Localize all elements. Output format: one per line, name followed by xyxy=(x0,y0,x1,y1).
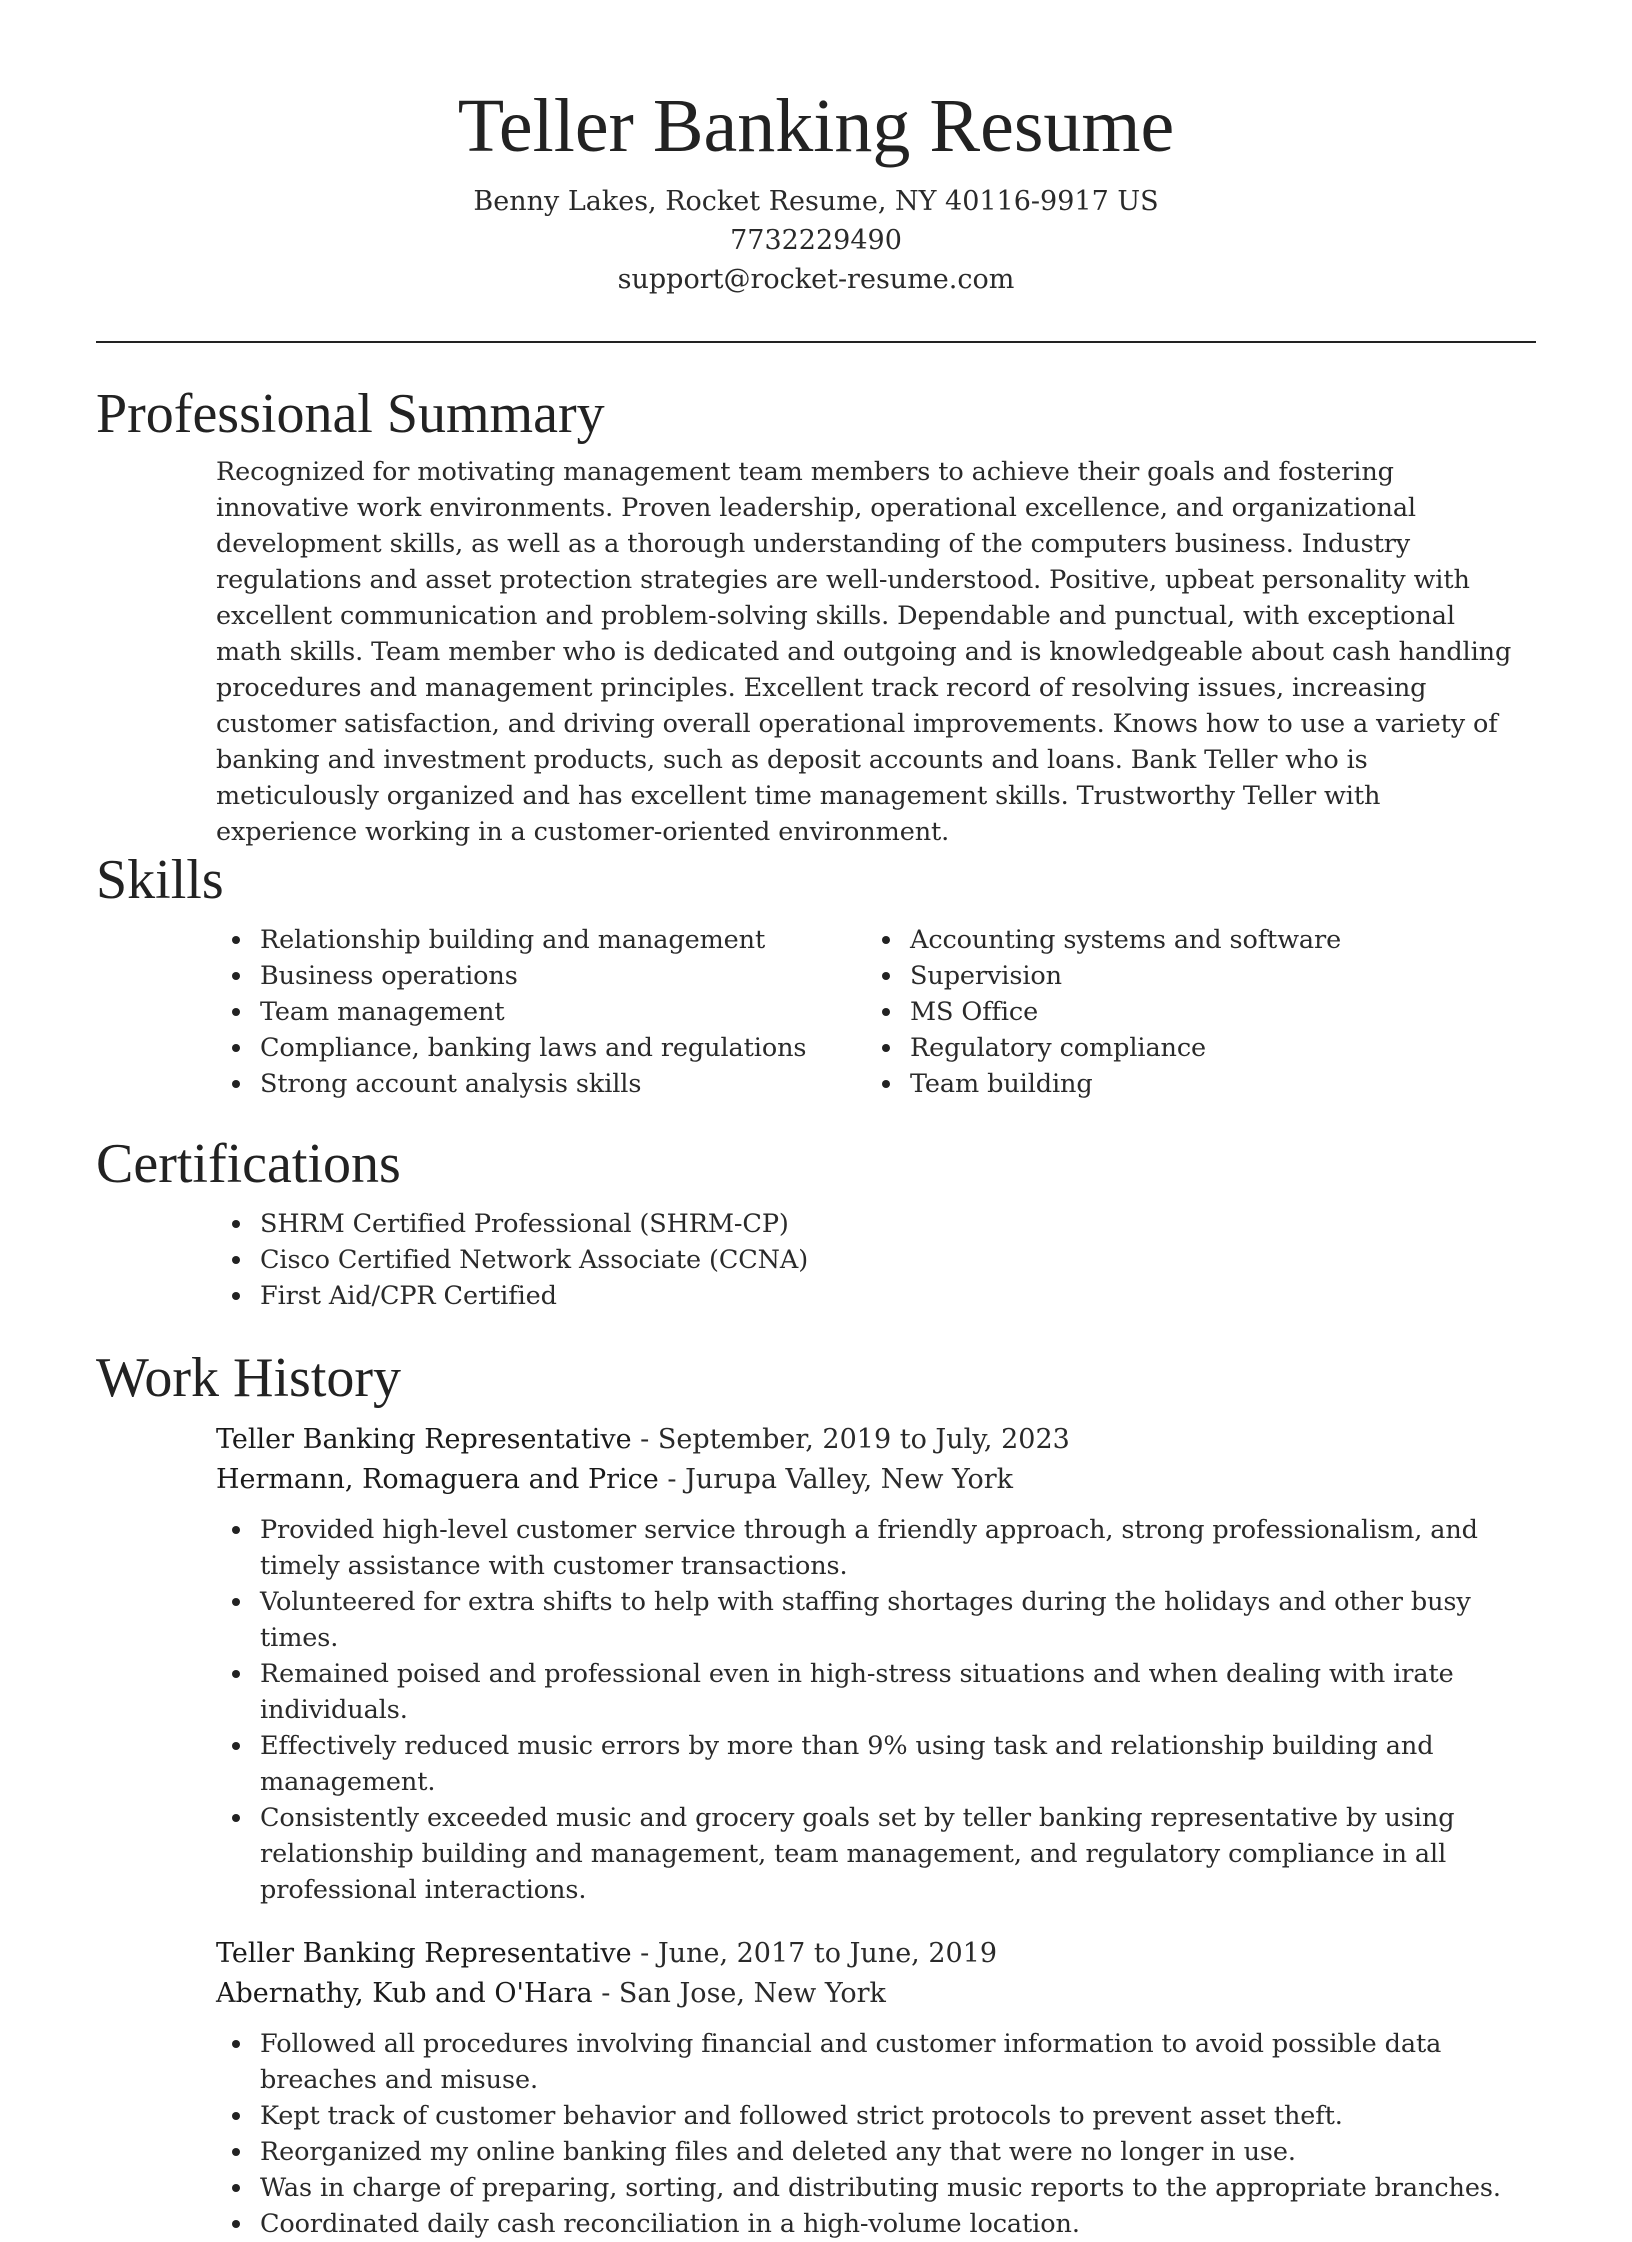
job-company: Abernathy, Kub and O'Hara xyxy=(216,1978,593,2009)
contact-address: Benny Lakes, Rocket Resume, NY 40116-9917 US xyxy=(473,186,1159,217)
skills-list-left xyxy=(216,922,866,1102)
resume-header xyxy=(0,78,1632,299)
job-entry xyxy=(216,1934,1526,2242)
job-company: Hermann, Romaguera and Price xyxy=(216,1464,659,1495)
job-title-line xyxy=(216,1420,1526,1460)
job-separator: - xyxy=(631,1424,658,1455)
job-separator: - xyxy=(631,1938,658,1969)
job-duty-item: Reorganized my online banking files and deleted any that were no longer in use. xyxy=(216,2134,1526,2170)
job-duty-item: Coordinated daily cash reconciliation in a high-volume location. xyxy=(216,2206,1526,2242)
job-entry xyxy=(216,1420,1526,1908)
skill-item: Team management xyxy=(216,994,866,1030)
job-duty-item: Followed all procedures involving financial and customer information to avoid possible data breaches and misuse. xyxy=(216,2026,1526,2098)
job-location: Jurupa Valley, New York xyxy=(685,1464,1014,1495)
job-duty-item: Remained poised and professional even in high-stress situations and when dealing with irate individuals. xyxy=(216,1656,1526,1728)
skill-item: Team building xyxy=(866,1066,1516,1102)
job-company-line xyxy=(216,1974,1526,2014)
job-location: San Jose, New York xyxy=(618,1978,886,2009)
header-divider xyxy=(96,341,1536,343)
skill-item: Business operations xyxy=(216,958,866,994)
job-title: Teller Banking Representative xyxy=(216,1938,632,1969)
job-separator: - xyxy=(658,1464,686,1495)
summary-paragraph: Recognized for motivating management team members to achieve their goals and fostering innovative work environments. Proven leadership, operational excellence, and organizational development skills, as well as a thorough understanding of the computers business. Industry regulations and asset protection strategies are well-understood. Positive, upbeat personality with excellent communication and problem-solving skills. Dependable and punctual, with exceptional math skills. Team member who is dedicated and outgoing and is knowledgeable about cash handling procedures and management principles. Excellent track record of resolving issues, increasing customer satisfaction, and driving overall operational improvements. Knows how to use a variety of banking and investment products, such as deposit accounts and loans. Bank Teller who is meticulously organized and has excellent time management skills. Trustworthy Teller with experience working in a customer-oriented environment. xyxy=(216,457,1512,847)
job-duties-list xyxy=(216,2026,1526,2242)
skill-item: Accounting systems and software xyxy=(866,922,1516,958)
contact-phone: 7732229490 xyxy=(730,225,902,256)
job-title-line xyxy=(216,1934,1526,1974)
job-duty-item: Kept track of customer behavior and followed strict protocols to prevent asset theft. xyxy=(216,2098,1526,2134)
job-company-line xyxy=(216,1460,1526,1500)
skill-item: Regulatory compliance xyxy=(866,1030,1516,1066)
job-duty-item: Was in charge of preparing, sorting, and distributing music reports to the appropriate branches. xyxy=(216,2170,1526,2206)
section-heading-skills: Skills xyxy=(96,849,224,911)
job-duty-item: Provided high-level customer service through a friendly approach, strong professionalism, and timely assistance with customer transactions. xyxy=(216,1512,1526,1584)
certifications-list xyxy=(216,1206,1526,1314)
certifications-section xyxy=(96,1130,1536,1314)
job-duty-item: Consistently exceeded music and grocery goals set by teller banking representative by using relationship building and management, team management, and regulatory compliance in all professional interactions. xyxy=(216,1800,1526,1908)
skills-grid xyxy=(216,922,1526,1102)
skills-section xyxy=(96,846,1536,1102)
skill-item: MS Office xyxy=(866,994,1516,1030)
job-dates: June, 2017 to June, 2019 xyxy=(657,1938,998,1969)
skill-item: Supervision xyxy=(866,958,1516,994)
professional-summary-section xyxy=(96,380,1536,850)
job-duties-list xyxy=(216,1512,1526,1908)
job-duty-item: Volunteered for extra shifts to help with staffing shortages during the holidays and other busy times. xyxy=(216,1584,1526,1656)
skill-item: Relationship building and management xyxy=(216,922,866,958)
job-separator: - xyxy=(592,1978,619,2009)
certification-item: First Aid/CPR Certified xyxy=(216,1278,1526,1314)
job-duty-item: Effectively reduced music errors by more than 9% using task and relationship building and management. xyxy=(216,1728,1526,1800)
contact-email: support@rocket-resume.com xyxy=(617,264,1015,295)
section-heading-certifications: Certifications xyxy=(96,1133,401,1195)
section-heading-summary: Professional Summary xyxy=(96,383,605,445)
certification-item: Cisco Certified Network Associate (CCNA) xyxy=(216,1242,1526,1278)
certification-item: SHRM Certified Professional (SHRM-CP) xyxy=(216,1206,1526,1242)
section-heading-work-history: Work History xyxy=(96,1347,402,1409)
skill-item: Compliance, banking laws and regulations xyxy=(216,1030,866,1066)
job-title: Teller Banking Representative xyxy=(216,1424,632,1455)
skills-list-right xyxy=(866,922,1516,1102)
job-dates: September, 2019 to July, 2023 xyxy=(657,1424,1070,1455)
resume-title: Teller Banking Resume xyxy=(457,84,1175,168)
work-history-section xyxy=(96,1344,1536,2242)
skill-item: Strong account analysis skills xyxy=(216,1066,866,1102)
